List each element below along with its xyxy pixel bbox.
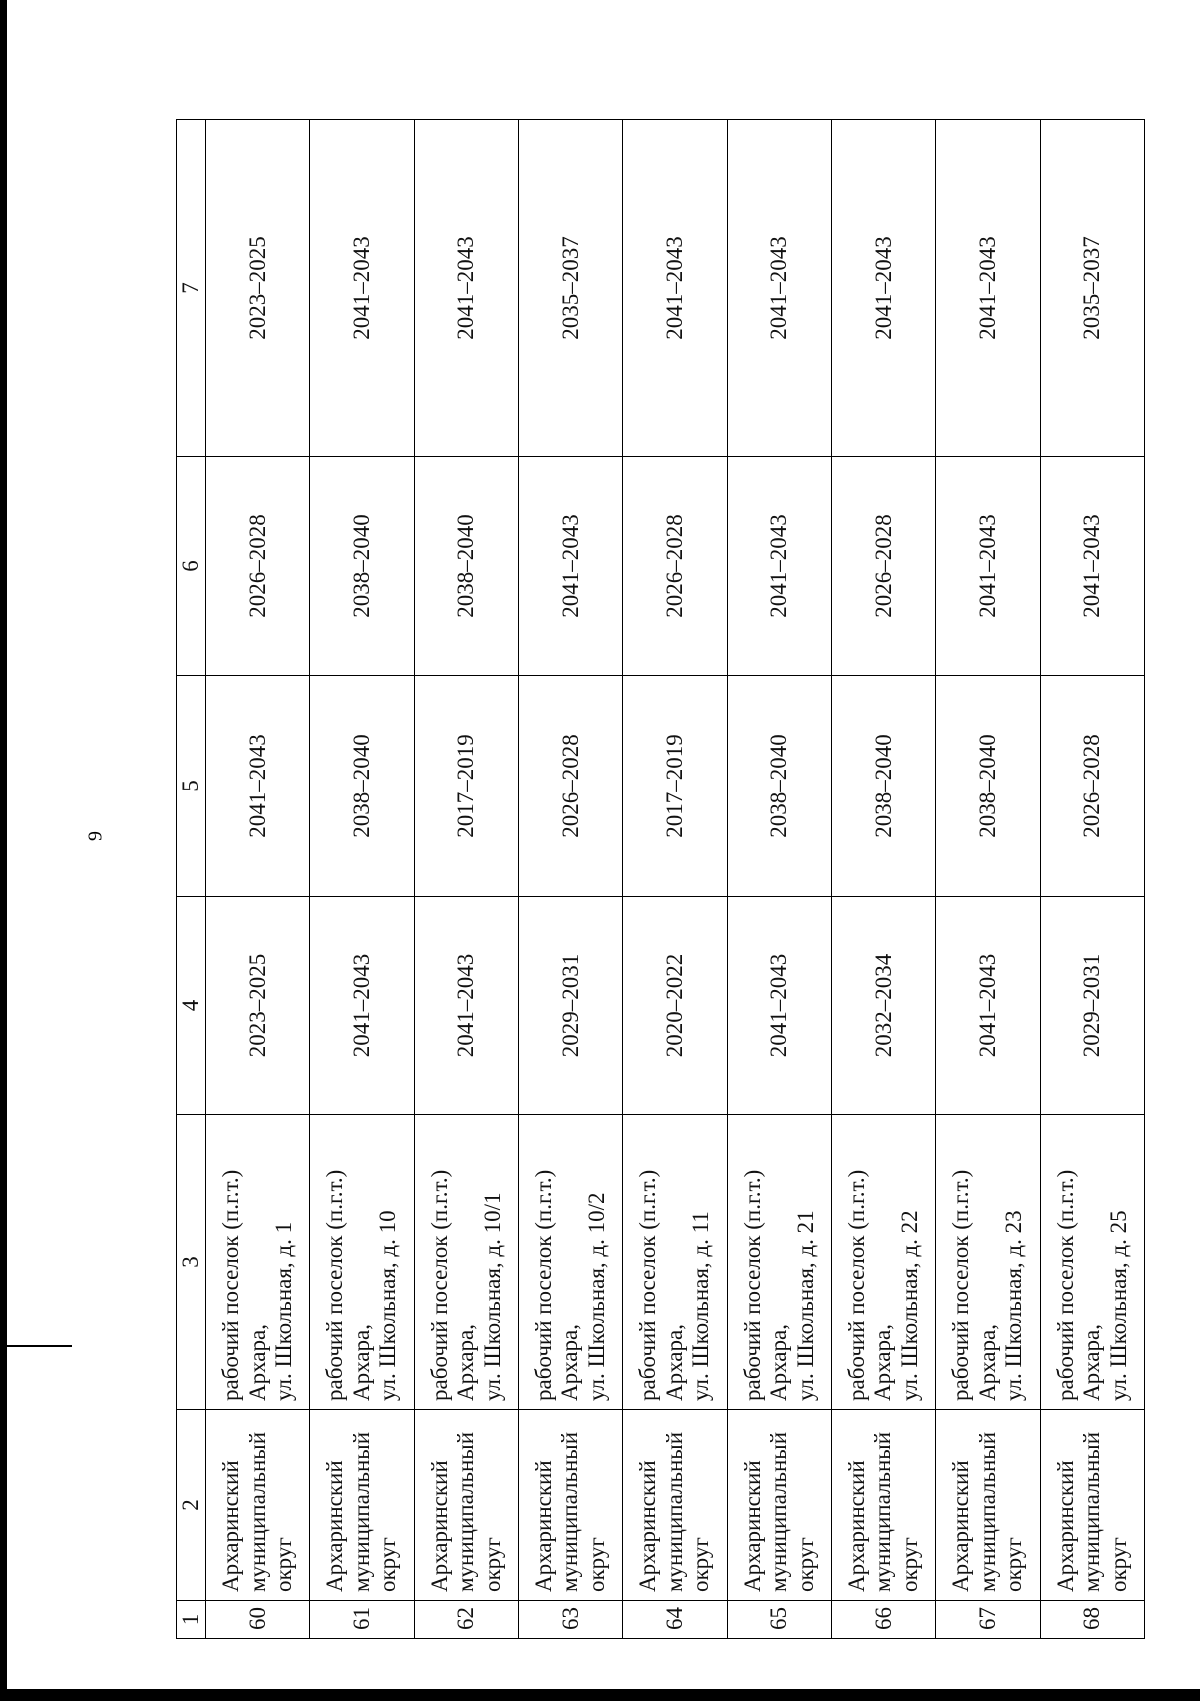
address-line: ул. Школьная, д. 22: [896, 1210, 922, 1401]
address-line: Архара,: [870, 1324, 896, 1401]
period-col-4: 2041–2043: [310, 897, 414, 1115]
period-col-4: 2029–2031: [519, 897, 623, 1115]
address-cell: [623, 1115, 727, 1410]
address-line: Архара,: [974, 1324, 1000, 1401]
address-cell: [519, 1115, 623, 1410]
table-row: [936, 120, 1040, 1639]
address-line: Архара,: [348, 1324, 374, 1401]
address-cell: [831, 1115, 935, 1410]
header-row: [177, 120, 206, 1639]
address-line: ул. Школьная, д. 1: [270, 1221, 296, 1401]
period-col-6: 2026–2028: [831, 457, 935, 676]
row-number: 67: [936, 1601, 1040, 1639]
address-cell: [936, 1115, 1040, 1410]
address-line: рабочий поселок (п.г.т.): [843, 1169, 869, 1401]
period-col-4: 2041–2043: [414, 897, 518, 1115]
address-line: Архара,: [557, 1324, 583, 1401]
period-col-5: 2017–2019: [414, 676, 518, 897]
address-line: рабочий поселок (п.г.т.): [218, 1169, 244, 1401]
period-col-5: 2038–2040: [727, 676, 831, 897]
period-col-6: 2041–2043: [936, 457, 1040, 676]
address-line: ул. Школьная, д. 10/2: [583, 1192, 609, 1401]
address-line: Архара,: [244, 1324, 270, 1401]
address-cell: [206, 1115, 310, 1410]
period-col-4: 2041–2043: [727, 897, 831, 1115]
period-col-7: 2041–2043: [623, 120, 727, 457]
period-col-7: 2035–2037: [1040, 120, 1144, 457]
address-line: Архара,: [1079, 1324, 1105, 1401]
address-line: Архара,: [453, 1324, 479, 1401]
period-col-4: 2020–2022: [623, 897, 727, 1115]
period-col-6: 2038–2040: [414, 457, 518, 676]
address-line: ул. Школьная, д. 21: [792, 1210, 818, 1401]
period-col-6: 2026–2028: [623, 457, 727, 676]
district-cell: Архаринский муниципальный округ: [623, 1410, 727, 1601]
address-cell: [727, 1115, 831, 1410]
address-line: ул. Школьная, д. 11: [688, 1211, 714, 1401]
period-col-7: 2041–2043: [310, 120, 414, 457]
period-col-5: 2038–2040: [831, 676, 935, 897]
address-line: рабочий поселок (п.г.т.): [1052, 1169, 1078, 1401]
period-col-6: 2041–2043: [727, 457, 831, 676]
table-frame: [176, 120, 1200, 1630]
page-number: 9: [84, 831, 107, 841]
rotated-table-wrapper: [176, 120, 1145, 1639]
row-number: 65: [727, 1601, 831, 1639]
table-row: [1040, 120, 1144, 1639]
scan-mark: [0, 1345, 72, 1347]
schedule-table: [176, 119, 1145, 1639]
row-number: 63: [519, 1601, 623, 1639]
scan-edge-left: [0, 0, 7, 1701]
table-row: [623, 120, 727, 1639]
period-col-4: 2032–2034: [831, 897, 935, 1115]
district-cell: Архаринский муниципальный округ: [727, 1410, 831, 1601]
address-line: ул. Школьная, д. 23: [1001, 1210, 1027, 1401]
row-number: 62: [414, 1601, 518, 1639]
table-row: [310, 120, 414, 1639]
period-col-4: 2041–2043: [936, 897, 1040, 1115]
period-col-7: 2023–2025: [206, 120, 310, 457]
address-line: Архара,: [661, 1324, 687, 1401]
table-body: [177, 120, 1145, 1639]
scan-edge-bottom: [0, 1689, 1200, 1701]
period-col-6: 2026–2028: [206, 457, 310, 676]
period-col-6: 2041–2043: [1040, 457, 1144, 676]
period-col-6: 2041–2043: [519, 457, 623, 676]
address-line: рабочий поселок (п.г.т.): [635, 1169, 661, 1401]
address-line: ул. Школьная, д. 25: [1105, 1210, 1131, 1401]
header-cell: 1: [177, 1601, 206, 1639]
period-col-7: 2041–2043: [936, 120, 1040, 457]
row-number: 66: [831, 1601, 935, 1639]
period-col-7: 2041–2043: [414, 120, 518, 457]
row-number: 61: [310, 1601, 414, 1639]
district-cell: Архаринский муниципальный округ: [206, 1410, 310, 1601]
address-line: ул. Школьная, д. 10: [375, 1210, 401, 1401]
district-cell: Архаринский муниципальный округ: [936, 1410, 1040, 1601]
period-col-7: 2041–2043: [727, 120, 831, 457]
address-line: рабочий поселок (п.г.т.): [322, 1169, 348, 1401]
table-row: [727, 120, 831, 1639]
period-col-4: 2029–2031: [1040, 897, 1144, 1115]
address-line: рабочий поселок (п.г.т.): [739, 1169, 765, 1401]
period-col-4: 2023–2025: [206, 897, 310, 1115]
address-line: Архара,: [766, 1324, 792, 1401]
period-col-7: 2041–2043: [831, 120, 935, 457]
header-cell: 2: [177, 1410, 206, 1601]
period-col-5: 2041–2043: [206, 676, 310, 897]
address-line: рабочий поселок (п.г.т.): [948, 1169, 974, 1401]
period-col-5: 2038–2040: [310, 676, 414, 897]
header-cell: 3: [177, 1115, 206, 1410]
table-row: [414, 120, 518, 1639]
period-col-5: 2038–2040: [936, 676, 1040, 897]
address-cell: [310, 1115, 414, 1410]
district-cell: Архаринский муниципальный округ: [414, 1410, 518, 1601]
table-row: [519, 120, 623, 1639]
address-line: ул. Школьная, д. 10/1: [479, 1192, 505, 1401]
header-cell: 6: [177, 457, 206, 676]
row-number: 64: [623, 1601, 727, 1639]
period-col-5: 2017–2019: [623, 676, 727, 897]
district-cell: Архаринский муниципальный округ: [831, 1410, 935, 1601]
period-col-7: 2035–2037: [519, 120, 623, 457]
header-cell: 5: [177, 676, 206, 897]
row-number: 60: [206, 1601, 310, 1639]
row-number: 68: [1040, 1601, 1144, 1639]
district-cell: Архаринский муниципальный округ: [310, 1410, 414, 1601]
header-cell: 7: [177, 120, 206, 457]
period-col-5: 2026–2028: [519, 676, 623, 897]
table-row: [206, 120, 310, 1639]
period-col-6: 2038–2040: [310, 457, 414, 676]
period-col-5: 2026–2028: [1040, 676, 1144, 897]
header-cell: 4: [177, 897, 206, 1115]
district-cell: Архаринский муниципальный округ: [1040, 1410, 1144, 1601]
address-cell: [1040, 1115, 1144, 1410]
address-cell: [414, 1115, 518, 1410]
address-line: рабочий поселок (п.г.т.): [426, 1169, 452, 1401]
district-cell: Архаринский муниципальный округ: [519, 1410, 623, 1601]
address-line: рабочий поселок (п.г.т.): [531, 1169, 557, 1401]
table-row: [831, 120, 935, 1639]
